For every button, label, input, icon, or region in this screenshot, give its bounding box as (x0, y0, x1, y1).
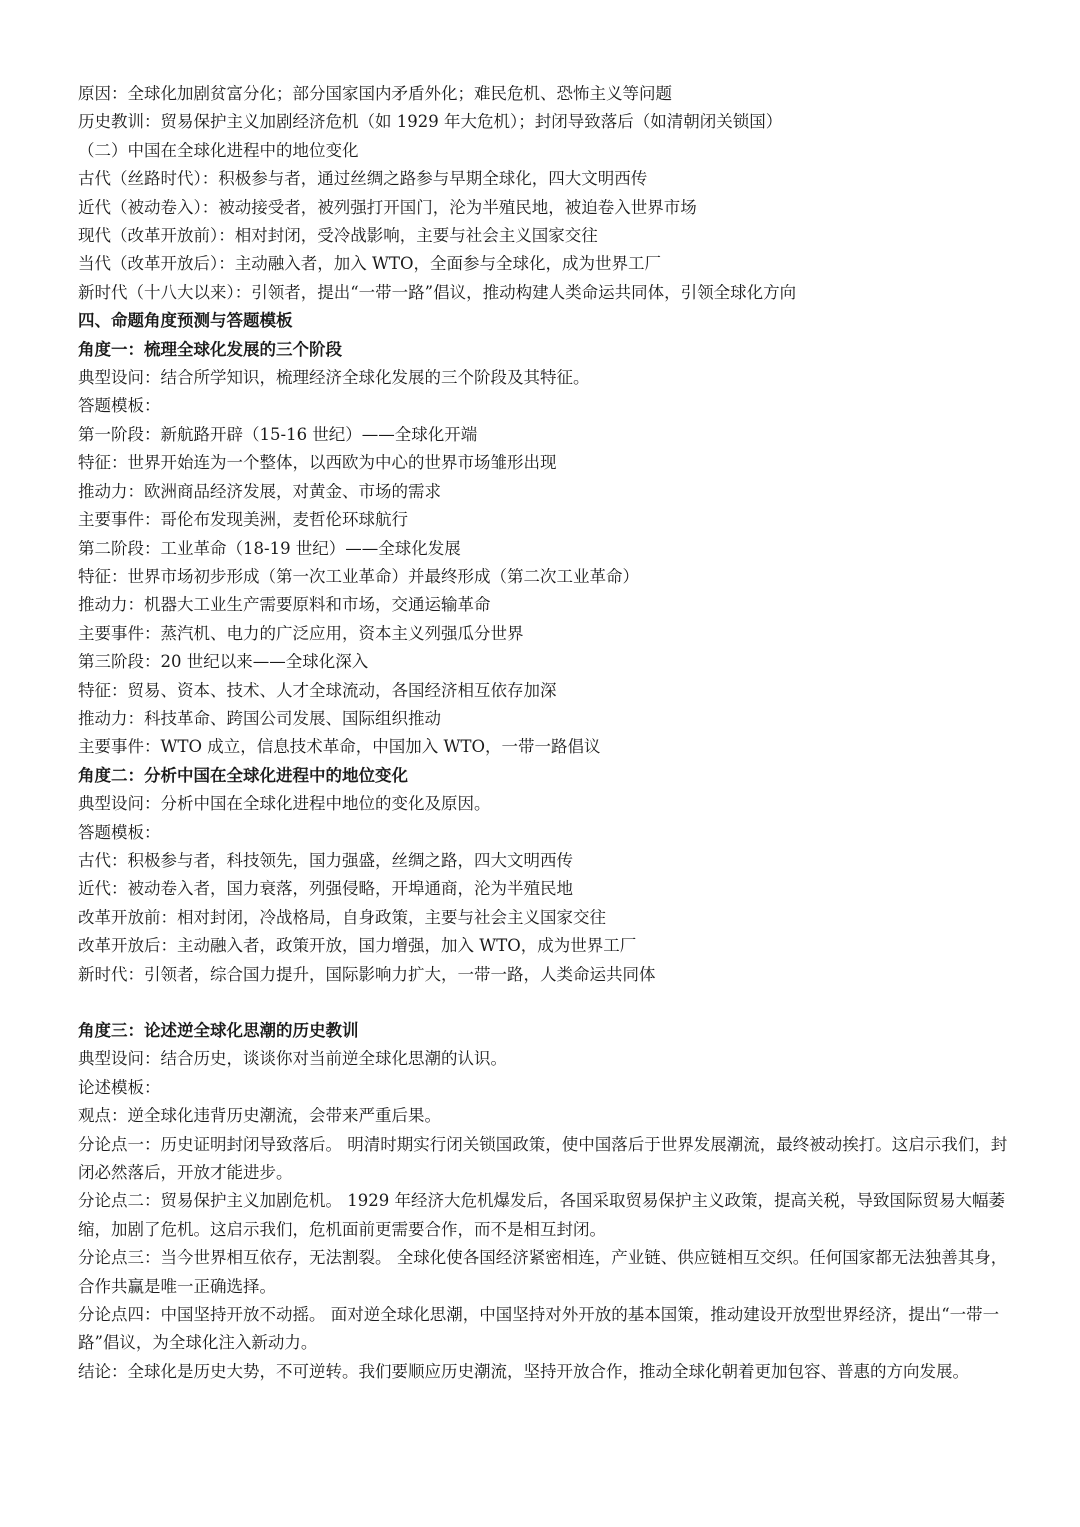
text-line: 历史教训：贸易保护主义加剧经济危机（如 1929 年大危机）；封闭导致落后（如清朝闭关锁国） (78, 112, 783, 132)
document-page (78, 80, 1018, 1386)
conclusion-paragraph: 结论：全球化是历史大势，不可逆转。我们要顺应历史潮流，坚持开放合作，推动全球化朝着更加包容、普惠的方向发展。 (78, 1361, 969, 1381)
angle-title: 角度一：梳理全球化发展的三个阶段 (78, 339, 342, 359)
text-line: 主要事件：蒸汽机、电力的广泛应用，资本主义列强瓜分世界 (78, 623, 524, 643)
text-line: 特征：世界市场初步形成（第一次工业革命）并最终形成（第二次工业革命） (78, 566, 639, 586)
text-line: 推动力：机器大工业生产需要原料和市场，交通运输革命 (78, 595, 491, 615)
section-causes-and-lessons (78, 80, 1018, 307)
spacer (78, 989, 1018, 1017)
text-line: 典型设问：结合所学知识，梳理经济全球化发展的三个阶段及其特征。 (78, 368, 590, 388)
text-line: 第一阶段：新航路开辟（15-16 世纪）——全球化开端 (78, 424, 478, 444)
text-line: 典型设问：结合历史，谈谈你对当前逆全球化思潮的认识。 (78, 1049, 507, 1069)
text-line: 观点：逆全球化违背历史潮流，会带来严重后果。 (78, 1106, 441, 1126)
text-line: 现代（改革开放前）：相对封闭，受冷战影响，主要与社会主义国家交往 (78, 226, 598, 246)
text-line: 当代（改革开放后）：主动融入者，加入 WTO，全面参与全球化，成为世界工厂 (78, 254, 661, 274)
text-line: 第三阶段：20 世纪以来——全球化深入 (78, 652, 369, 672)
text-line: 原因：全球化加剧贫富分化；部分国家国内矛盾外化；难民危机、恐怖主义等问题 (78, 84, 672, 103)
text-line: 特征：世界开始连为一个整体，以西欧为中心的世界市场雏形出现 (78, 453, 557, 473)
angle-one (78, 336, 1018, 762)
text-line: 改革开放后：主动融入者，政策开放，国力增强，加入 WTO，成为世界工厂 (78, 936, 637, 956)
text-line: 第二阶段：工业革命（18-19 世纪）——全球化发展 (78, 538, 461, 558)
text-line: 推动力：科技革命、跨国公司发展、国际组织推动 (78, 708, 441, 728)
angle-two (78, 762, 1018, 989)
argument-paragraph: 分论点一：历史证明封闭导致落后。 明清时期实行闭关锁国政策，使中国落后于世界发展潮流，最终被动挨打。这启示我们，封闭必然落后，开放才能进步。 (78, 1134, 1008, 1183)
text-line: 答题模板： (78, 822, 161, 842)
text-line: 特征：贸易、资本、技术、人才全球流动，各国经济相互依存加深 (78, 680, 557, 700)
argument-paragraph: 分论点二：贸易保护主义加剧危机。 1929 年经济大危机爆发后，各国采取贸易保护主义政策，提高关税，导致国际贸易大幅萎缩，加剧了危机。这启示我们，危机面前更需要合作，而不是相互封闭。 (78, 1191, 1005, 1239)
text-line: 古代（丝路时代）：积极参与者，通过丝绸之路参与早期全球化，四大文明西传 (78, 169, 648, 189)
text-line: 论述模板： (78, 1077, 161, 1097)
text-line: 近代：被动卷入者，国力衰落，列强侵略，开埠通商，沦为半殖民地 (78, 879, 573, 899)
text-line: 新时代（十八大以来）：引领者，提出“一带一路”倡议，推动构建人类命运共同体，引领全球化方向 (78, 282, 797, 302)
text-line: 改革开放前：相对封闭，冷战格局，自身政策，主要与社会主义国家交往 (78, 907, 606, 927)
text-line: 近代（被动卷入）：被动接受者，被列强打开国门，沦为半殖民地，被迫卷入世界市场 (78, 197, 697, 217)
angle-title: 角度二：分析中国在全球化进程中的地位变化 (78, 765, 408, 785)
argument-paragraph: 分论点四：中国坚持开放不动摇。 面对逆全球化思潮，中国坚持对外开放的基本国策，推动建设开放型世界经济，提出“一带一路”倡议，为全球化注入新动力。 (78, 1305, 1000, 1353)
text-line: 主要事件：WTO 成立，信息技术革命，中国加入 WTO，一带一路倡议 (78, 737, 601, 757)
angle-title: 角度三：论述逆全球化思潮的历史教训 (78, 1021, 359, 1040)
text-line: 新时代：引领者，综合国力提升，国际影响力扩大，一带一路，人类命运共同体 (78, 964, 656, 984)
argument-paragraph: 分论点三：当今世界相互依存，无法割裂。 全球化使各国经济紧密相连，产业链、供应链相互交织。任何国家都无法独善其身，合作共赢是唯一正确选择。 (78, 1248, 1008, 1296)
text-line: 推动力：欧洲商品经济发展，对黄金、市场的需求 (78, 481, 441, 501)
angle-three (78, 1017, 1018, 1386)
text-line: 典型设问：分析中国在全球化进程中地位的变化及原因。 (78, 794, 491, 814)
text-line: 古代：积极参与者，科技领先，国力强盛，丝绸之路，四大文明西传 (78, 850, 573, 870)
text-line: 答题模板： (78, 396, 161, 416)
subheading: （二）中国在全球化进程中的地位变化 (78, 140, 359, 160)
section-heading: 四、命题角度预测与答题模板 (78, 311, 293, 331)
text-line: 主要事件：哥伦布发现美洲，麦哲伦环球航行 (78, 510, 408, 530)
